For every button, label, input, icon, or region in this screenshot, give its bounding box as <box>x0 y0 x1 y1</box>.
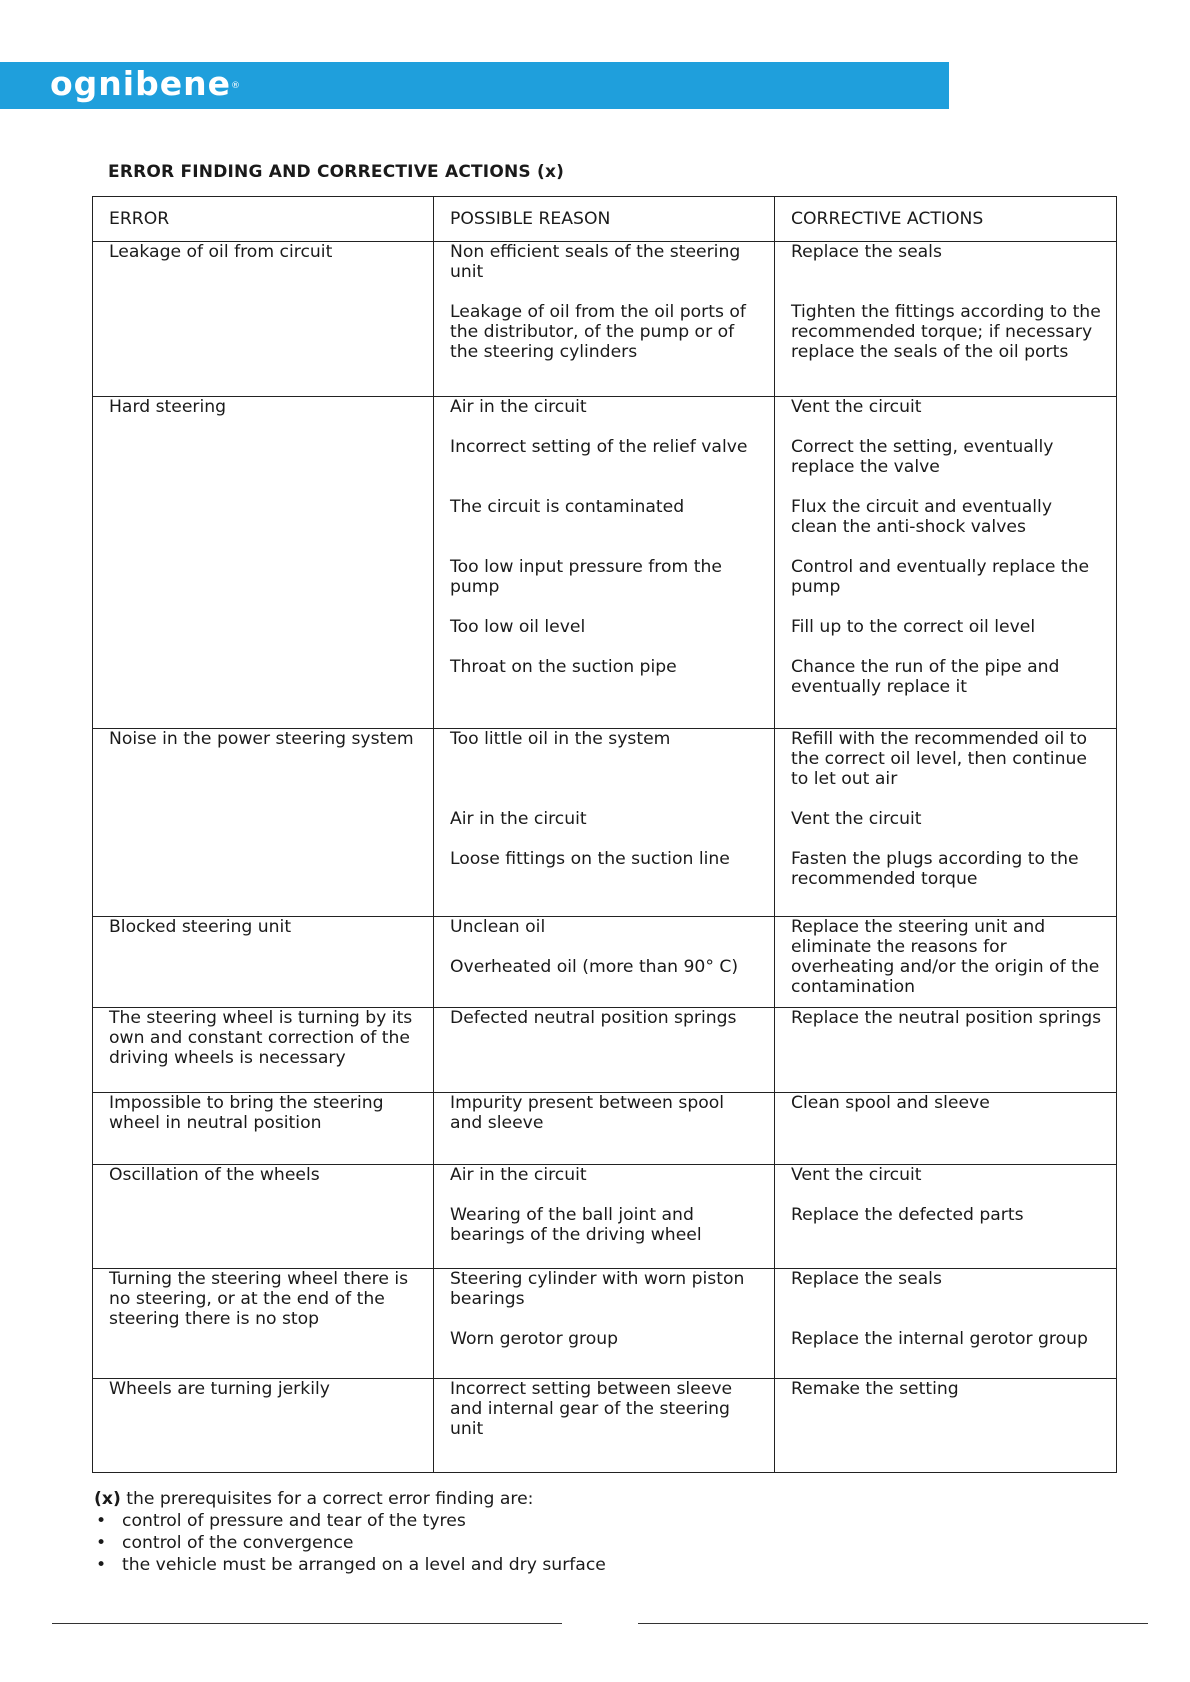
action-text: Vent the circuit <box>791 397 922 417</box>
action-cell <box>775 729 1117 917</box>
reason-text: Incorrect setting of the relief valve <box>450 437 748 457</box>
list-item: • control of the convergence <box>94 1532 606 1554</box>
action-text: Replace the steering unit and eliminate the reasons for overheating and/or the origin of the contamination <box>791 917 1100 997</box>
reason-cell <box>434 397 775 729</box>
reason-cell <box>434 1269 775 1379</box>
column-header-reason: POSSIBLE REASON <box>434 197 775 242</box>
reason-text: Too little oil in the system <box>450 729 671 749</box>
brand-logo <box>50 64 241 104</box>
prerequisite-list <box>94 1510 606 1576</box>
action-text: Refill with the recommended oil to the correct oil level, then continue to let out air <box>791 729 1088 789</box>
action-text: Tighten the fittings according to the recommended torque; if necessary replace the seals of the oil ports <box>791 302 1101 362</box>
action-text: Control and eventually replace the pump <box>791 557 1090 597</box>
registered-mark: ® <box>230 81 241 91</box>
reason-text: Overheated oil (more than 90° C) <box>450 957 739 977</box>
list-item: • the vehicle must be arranged on a level and dry surface <box>94 1554 606 1576</box>
action-cell <box>775 1379 1117 1473</box>
error-text: Blocked steering unit <box>109 917 292 937</box>
reason-text: Air in the circuit <box>450 397 587 417</box>
action-text: Replace the seals <box>791 242 942 262</box>
action-cell <box>775 1008 1117 1093</box>
action-text: Chance the run of the pipe and eventually replace it <box>791 657 1060 697</box>
reason-text: Worn gerotor group <box>450 1329 619 1349</box>
reason-text: Throat on the suction pipe <box>450 657 677 677</box>
reason-text: Incorrect setting between sleeve and internal gear of the steering unit <box>450 1379 733 1439</box>
reason-cell <box>434 1008 775 1093</box>
column-header-error: ERROR <box>93 197 434 242</box>
reason-cell <box>434 1379 775 1473</box>
troubleshooting-table <box>92 196 1117 1473</box>
error-cell <box>93 1093 434 1165</box>
action-text: Fasten the plugs according to the recommended torque <box>791 849 1079 889</box>
action-text: Vent the circuit <box>791 1165 922 1185</box>
reason-cell <box>434 729 775 917</box>
error-cell <box>93 917 434 1008</box>
note-mark: (x) <box>94 1489 121 1509</box>
table-row <box>93 242 1117 397</box>
table-row <box>93 1008 1117 1093</box>
error-text: Hard steering <box>109 397 227 417</box>
list-item: • control of pressure and tear of the tyres <box>94 1510 606 1532</box>
error-text: Leakage of oil from circuit <box>109 242 333 262</box>
action-cell <box>775 1269 1117 1379</box>
error-cell <box>93 1165 434 1269</box>
reason-text: Leakage of oil from the oil ports of the distributor, of the pump or of the steering cylinders <box>450 302 746 362</box>
reason-text: Impurity present between spool and sleeve <box>450 1093 725 1133</box>
error-cell <box>93 729 434 917</box>
reason-cell <box>434 1093 775 1165</box>
table-row <box>93 1269 1117 1379</box>
error-text: The steering wheel is turning by its own and constant correction of the driving wheels is necessary <box>109 1008 413 1068</box>
reason-text: Air in the circuit <box>450 809 587 829</box>
action-cell <box>775 397 1117 729</box>
action-text: Correct the setting, eventually replace the valve <box>791 437 1054 477</box>
column-header-actions: CORRECTIVE ACTIONS <box>775 197 1117 242</box>
table-row <box>93 729 1117 917</box>
reason-text: Non efficient seals of the steering unit <box>450 242 741 282</box>
brand-name: ognibene <box>50 64 231 103</box>
reason-text: Too low oil level <box>450 617 586 637</box>
prerequisites-note <box>94 1488 606 1576</box>
table-row <box>93 397 1117 729</box>
reason-cell <box>434 1165 775 1269</box>
reason-text: Steering cylinder with worn piston bearings <box>450 1269 745 1309</box>
error-cell <box>93 1379 434 1473</box>
header-banner <box>0 62 949 109</box>
table-row <box>93 917 1117 1008</box>
note-intro: the prerequisites for a correct error finding are: <box>126 1489 534 1509</box>
footer-rule-right <box>638 1623 1148 1624</box>
table-row <box>93 1093 1117 1165</box>
reason-text: Loose fittings on the suction line <box>450 849 730 869</box>
action-text: Fill up to the correct oil level <box>791 617 1036 637</box>
action-text: Clean spool and sleeve <box>791 1093 990 1113</box>
reason-cell <box>434 917 775 1008</box>
reason-text: Unclean oil <box>450 917 546 937</box>
reason-text: Wearing of the ball joint and bearings of the driving wheel <box>450 1205 702 1245</box>
footer-rule-left <box>52 1623 562 1624</box>
error-text: Wheels are turning jerkily <box>109 1379 330 1399</box>
action-cell <box>775 1093 1117 1165</box>
error-text: Impossible to bring the steering wheel in neutral position <box>109 1093 384 1133</box>
reason-cell <box>434 242 775 397</box>
error-cell <box>93 1008 434 1093</box>
action-cell <box>775 917 1117 1008</box>
reason-text: Too low input pressure from the pump <box>450 557 722 597</box>
error-cell <box>93 1269 434 1379</box>
error-cell <box>93 397 434 729</box>
action-text: Replace the defected parts <box>791 1205 1024 1225</box>
reason-text: Air in the circuit <box>450 1165 587 1185</box>
error-cell <box>93 242 434 397</box>
action-text: Replace the neutral position springs <box>791 1008 1102 1028</box>
error-text: Turning the steering wheel there is no steering, or at the end of the steering there is no stop <box>109 1269 409 1329</box>
action-cell <box>775 242 1117 397</box>
page-title: ERROR FINDING AND CORRECTIVE ACTIONS (x) <box>108 162 565 182</box>
reason-text: The circuit is contaminated <box>450 497 685 517</box>
table-row <box>93 1165 1117 1269</box>
reason-text: Defected neutral position springs <box>450 1008 737 1028</box>
table-header-row <box>93 197 1117 242</box>
error-text: Noise in the power steering system <box>109 729 414 749</box>
action-cell <box>775 1165 1117 1269</box>
action-text: Replace the internal gerotor group <box>791 1329 1088 1349</box>
table-row <box>93 1379 1117 1473</box>
error-text: Oscillation of the wheels <box>109 1165 320 1185</box>
action-text: Remake the setting <box>791 1379 959 1399</box>
action-text: Replace the seals <box>791 1269 942 1289</box>
note-intro-line <box>94 1488 606 1510</box>
action-text: Flux the circuit and eventually clean the anti-shock valves <box>791 497 1052 537</box>
action-text: Vent the circuit <box>791 809 922 829</box>
